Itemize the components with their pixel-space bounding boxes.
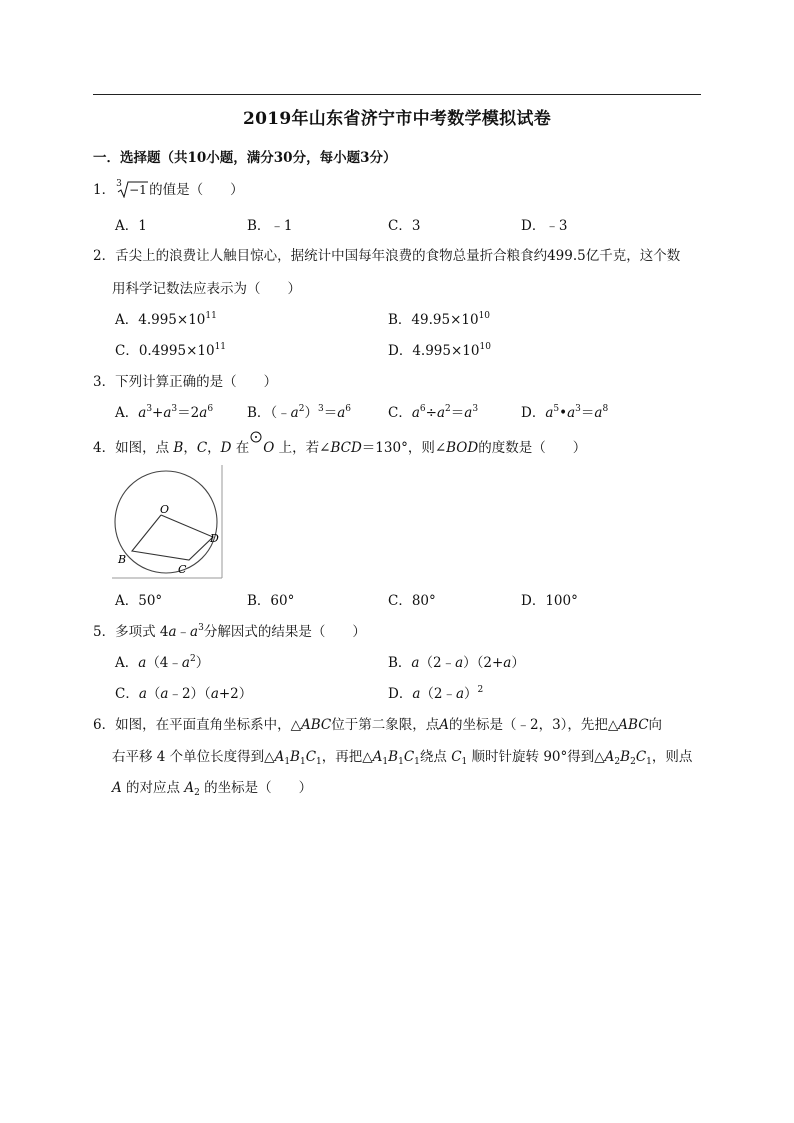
label-b: B	[118, 553, 127, 566]
circle-dot-symbol	[249, 436, 263, 454]
q2-option-c[interactable]: C．$0.4995\times 10^{11}$	[115, 342, 227, 359]
q5-option-b[interactable]: B．a（2﹣a）（2+a）	[388, 655, 525, 671]
question-6-line-1: 6．如图，在平面直角坐标系中，△ABC位于第二象限，点A的坐标是（﹣2，3），先把△ABC向	[93, 717, 663, 733]
q4-option-c[interactable]: C．80°	[388, 593, 436, 609]
q3-option-d[interactable]: D．$a^5•a^3=a^8$	[521, 404, 609, 421]
q3-option-b[interactable]: B．$(﹣a^2)^3=a^6$	[247, 404, 351, 421]
question-6-line-2: 右平移 4 个单位长度得到$\triangle A_1B_1C_1$，再把$\triangle A_1B_1C_1$绕点 $C_1$ 顺时针旋转 90°得到$\triangle A_2B_2C_1$，则点	[112, 749, 693, 767]
q1-option-a[interactable]: A．1	[115, 218, 147, 234]
question-3: 3．下列计算正确的是（ ）	[93, 374, 278, 390]
q2-option-d[interactable]: D．$4.995\times 10^{10}$	[388, 342, 491, 359]
question-4: 4．如图，点 B，C，D 在 O 上，若∠BCD＝130°，则∠BOD的度数是（ ）	[93, 436, 586, 457]
question-6-line-3: A 的对应点 $A_2$ 的坐标是（ ）	[112, 780, 313, 798]
label-c: C	[178, 563, 187, 576]
label-o: O	[160, 503, 170, 516]
q4-option-d[interactable]: D．100°	[521, 593, 578, 609]
question-2-line-2: 用科学记数法应表示为（ ）	[112, 281, 301, 297]
q3-option-a[interactable]: A．$a^3+a^3=2a^6$	[115, 404, 214, 421]
question-5: 5．多项式 $4a﹣a^3$分解因式的结果是（ ）	[93, 623, 366, 640]
page-title: 2019年山东省济宁市中考数学模拟试卷	[242, 109, 551, 129]
q5-option-a[interactable]: A．$a(4﹣a^2)$	[115, 654, 210, 671]
q2-option-a[interactable]: A．$4.995\times 10^{11}$	[115, 311, 217, 328]
q1-option-b[interactable]: B．﹣1	[247, 218, 293, 234]
label-d: D	[210, 532, 219, 545]
circle-figure	[110, 463, 226, 580]
q1-option-c[interactable]: C．3	[388, 218, 421, 234]
q1-option-d[interactable]: D．﹣3	[521, 218, 568, 234]
question-2-line-1: 2．舌尖上的浪费让人触目惊心，据统计中国每年浪费的食物总量折合粮食约499.5亿千克，这个数	[93, 248, 681, 264]
q5-option-d[interactable]: D．a（2﹣a）$^2$	[388, 685, 484, 702]
q5-option-c[interactable]: C．a（a﹣2）（a+2）	[115, 686, 253, 702]
section-heading: 一．选择题（共10小题，满分30分，每小题3分）	[93, 150, 397, 166]
q3-option-c[interactable]: C．$a^6\div a^2=a^3$	[388, 404, 479, 421]
q4-option-b[interactable]: B．60°	[247, 593, 295, 609]
header-rule	[93, 94, 701, 95]
q4-option-a[interactable]: A．50°	[115, 593, 163, 609]
q2-option-b[interactable]: B．$49.95\times 10^{10}$	[388, 311, 491, 328]
question-1: 1． 3 −1 的值是（ ）	[93, 179, 244, 198]
cube-root-expression: 3 −1	[116, 179, 147, 197]
